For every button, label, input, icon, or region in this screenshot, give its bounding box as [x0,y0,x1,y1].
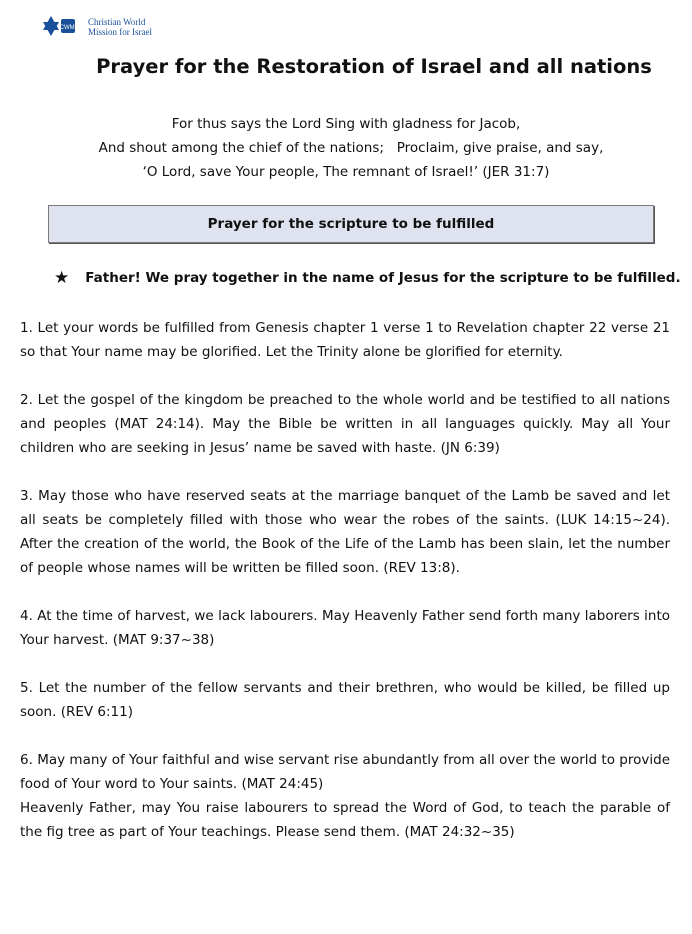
father-prayer-line [54,268,681,288]
verse-line-2: And shout among the chief of the nations; Proclaim, give praise, and say, [98,140,604,156]
organization-logo [40,14,152,40]
prayer-item-6-line-2: Heavenly Father, may You raise labourers to spread the Word of God, to teach the parable of the fig tree as part of Your teachings. Please send them. (MAT 24:32~35) [20,800,670,840]
star-icon: ★ [54,268,70,288]
prayer-item-6-line-1: 6. May many of Your faithful and wise servant rise abundantly from all over the world to provide food of Your word to Your saints. (MAT 24:45) [20,752,670,792]
page-title: Prayer for the Restoration of Israel and all nations [96,55,652,78]
verse-line-3: ‘O Lord, save Your people, The remnant of Israel!’ (JER 31:7) [142,164,550,180]
logo-line-2: Mission for Israel [88,27,152,37]
prayer-item-1: 1. Let your words be fulfilled from Genesis chapter 1 verse 1 to Revelation chapter 22 verse 21 so that Your name may be glorified. Let the Trinity alone be glorified for eternity. [20,320,670,360]
scripture-verse [0,112,692,184]
verse-line-1: For thus says the Lord Sing with gladness for Jacob, [171,116,521,132]
prayer-item-3: 3. May those who have reserved seats at the marriage banquet of the Lamb be saved and let all seats be completely filled with those who wear the robes of the saints. (LUK 14:15~24). After the creation of the world, the Book of the Life of the Lamb has been slain, let the number of people whose names will be written be filled soon. (REV 13:8). [20,488,670,576]
prayer-item-4: 4. At the time of harvest, we lack labourers. May Heavenly Father send forth many laborers into Your harvest. (MAT 9:37~38) [20,608,670,648]
logo-badge: CWMI [59,25,77,31]
logo-text [88,17,152,37]
prayer-item-6 [20,748,670,844]
section-header: Prayer for the scripture to be fulfilled [48,205,654,243]
star-of-david-logo-icon [40,14,86,40]
prayer-item-5: 5. Let the number of the fellow servants and their brethren, who would be killed, be filled up soon. (REV 6:11) [20,680,670,720]
prayer-list [20,316,670,868]
logo-line-1: Christian World [88,17,146,27]
prayer-item-2: 2. Let the gospel of the kingdom be preached to the whole world and be testified to all nations and peoples (MAT 24:14). May the Bible be written in all languages quickly. May all Your children who are seeking in Jesus’ name be saved with haste. (JN 6:39) [20,392,670,456]
father-prayer-text: Father! We pray together in the name of Jesus for the scripture to be fulfilled. [85,270,681,286]
